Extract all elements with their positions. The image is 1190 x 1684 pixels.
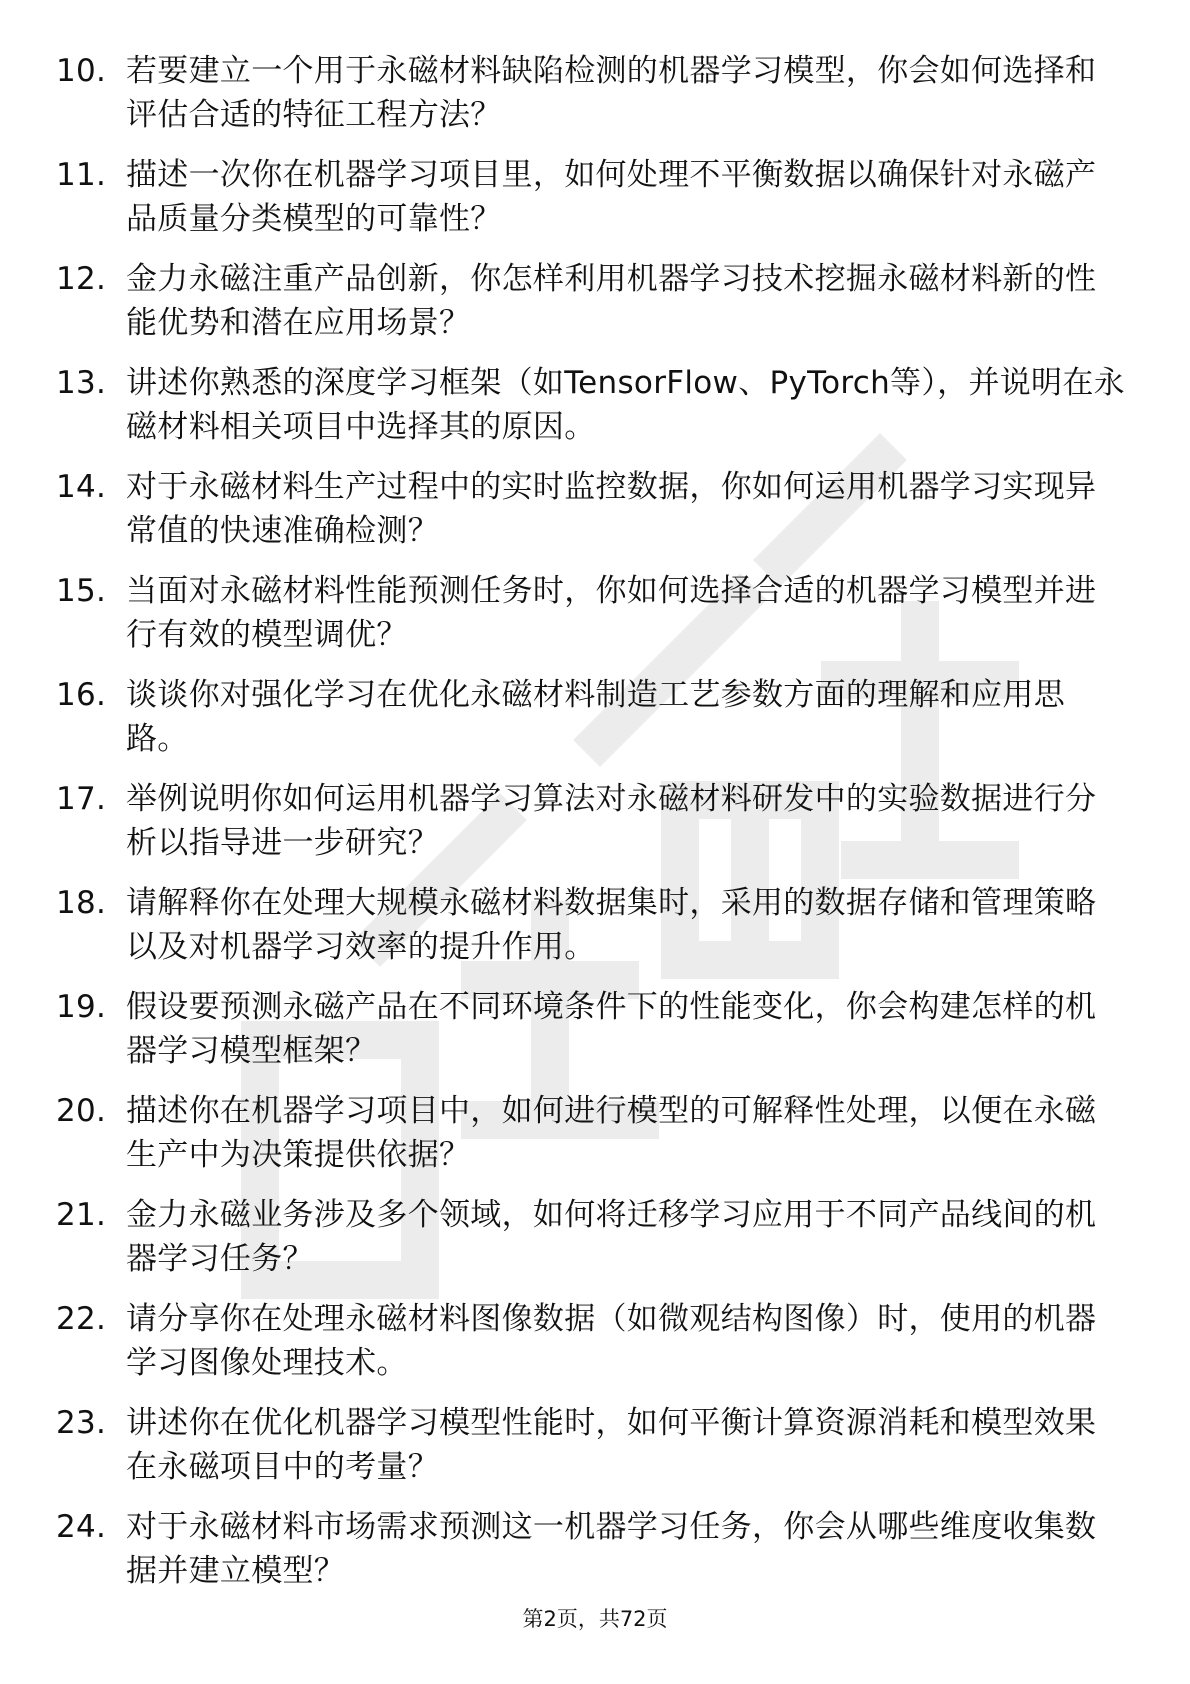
question-text: 若要建立一个用于永磁材料缺陷检测的机器学习模型，你会如何选择和评估合适的特征工程方法？ [126,53,1097,133]
question-list [56,49,1126,1609]
question-item [56,361,1126,465]
question-number: 20. [56,1093,107,1129]
question-text: 对于永磁材料市场需求预测这一机器学习任务，你会从哪些维度收集数据并建立模型？ [126,1509,1097,1589]
question-text: 请分享你在处理永磁材料图像数据（如微观结构图像）时，使用的机器学习图像处理技术。 [126,1301,1097,1381]
question-number: 17. [56,781,107,817]
question-number: 18. [56,885,107,921]
question-item [56,1089,1126,1193]
question-item [56,1193,1126,1297]
page-footer: 第2页，共72页 [522,1607,668,1631]
question-number: 16. [56,677,107,713]
question-text: 描述一次你在机器学习项目里，如何处理不平衡数据以确保针对永磁产品质量分类模型的可靠性？ [126,157,1097,237]
question-text: 金力永磁业务涉及多个领域，如何将迁移学习应用于不同产品线间的机器学习任务？ [126,1197,1097,1277]
question-item [56,881,1126,985]
question-item [56,257,1126,361]
question-text: 金力永磁注重产品创新，你怎样利用机器学习技术挖掘永磁材料新的性能优势和潜在应用场景？ [126,261,1097,341]
question-text: 当面对永磁材料性能预测任务时，你如何选择合适的机器学习模型并进行有效的模型调优？ [126,573,1097,653]
question-number: 22. [56,1301,107,1337]
question-item [56,777,1126,881]
question-number: 23. [56,1405,107,1441]
question-item [56,1401,1126,1505]
question-number: 12. [56,261,107,297]
question-number: 13. [56,365,107,401]
question-number: 24. [56,1509,107,1545]
question-item [56,985,1126,1089]
question-number: 21. [56,1197,107,1233]
question-text: 讲述你在优化机器学习模型性能时，如何平衡计算资源消耗和模型效果在永磁项目中的考量？ [126,1405,1097,1485]
question-number: 14. [56,469,107,505]
question-item [56,465,1126,569]
question-number: 19. [56,989,107,1025]
question-text: 举例说明你如何运用机器学习算法对永磁材料研发中的实验数据进行分析以指导进一步研究？ [126,781,1097,861]
question-item [56,673,1126,777]
question-text: 请解释你在处理大规模永磁材料数据集时，采用的数据存储和管理策略以及对机器学习效率的提升作用。 [126,885,1097,965]
question-number: 10. [56,53,107,89]
question-number: 15. [56,573,107,609]
question-text: 对于永磁材料生产过程中的实时监控数据，你如何运用机器学习实现异常值的快速准确检测？ [126,469,1097,549]
question-item [56,569,1126,673]
question-item [56,49,1126,153]
question-item [56,153,1126,257]
question-text: 谈谈你对强化学习在优化永磁材料制造工艺参数方面的理解和应用思路。 [126,677,1065,757]
question-item [56,1297,1126,1401]
question-number: 11. [56,157,107,193]
question-text: 讲述你熟悉的深度学习框架（如TensorFlow、PyTorch等），并说明在永磁材料相关项目中选择其的原因。 [126,365,1125,445]
question-item [56,1505,1126,1609]
question-text: 假设要预测永磁产品在不同环境条件下的性能变化，你会构建怎样的机器学习模型框架？ [126,989,1097,1069]
question-text: 描述你在机器学习项目中，如何进行模型的可解释性处理，以便在永磁生产中为决策提供依据？ [126,1093,1097,1173]
